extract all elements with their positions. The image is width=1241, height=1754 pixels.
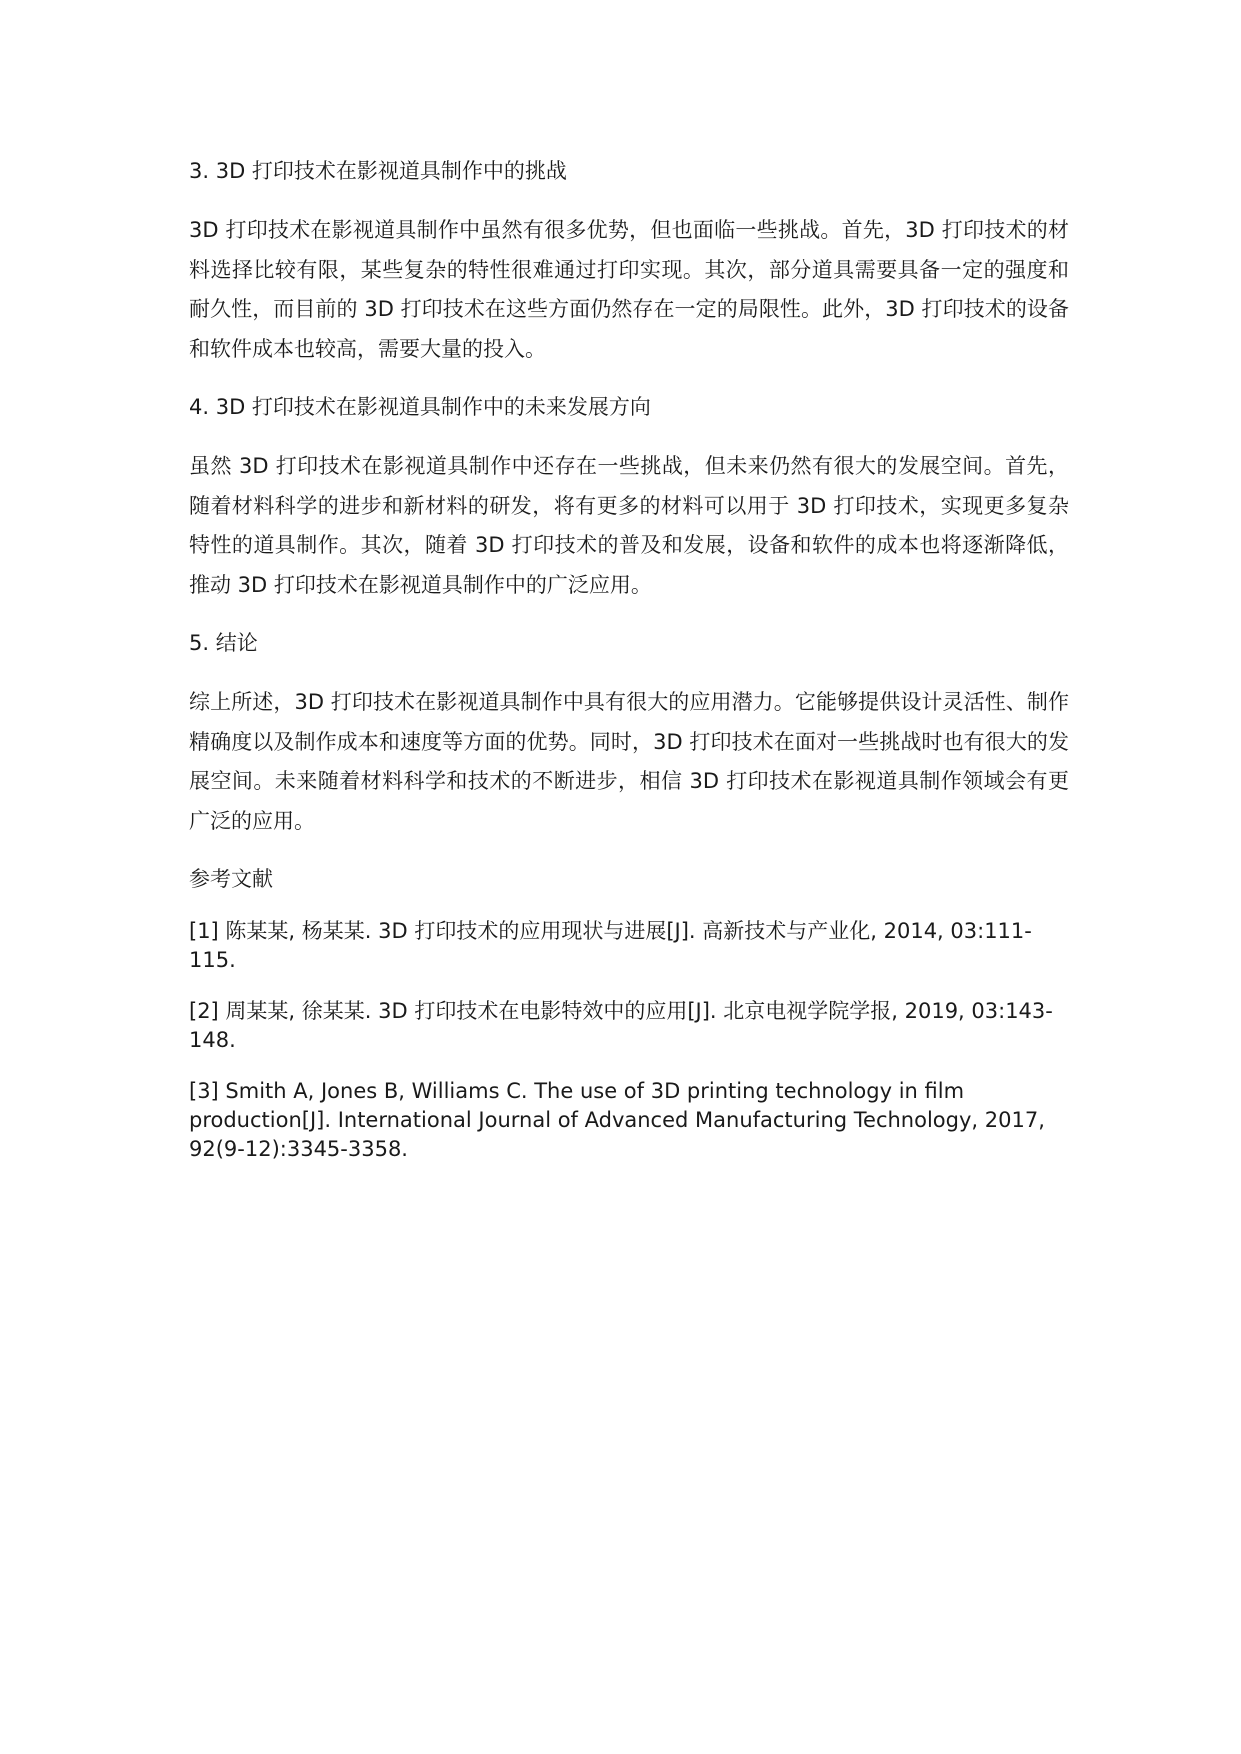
references-heading: 参考文献 — [189, 867, 273, 891]
section-heading-future: 4. 3D 打印技术在影视道具制作中的未来发展方向 — [189, 395, 651, 419]
section-body-future: 虽然 3D 打印技术在影视道具制作中还存在一些挑战，但未来仍然有很大的发展空间。首先，随着材料科学的进步和新材料的研发，将有更多的材料可以用于 3D 打印技术，实现更多复杂特性的道具制作。其次，随着 3D 打印技术的普及和发展，设备和软件的成本也将逐渐降低，推动 3D 打印技术在影视道具制作中的广泛应用。 — [189, 454, 1069, 597]
reference-item-3: [3] Smith A, Jones B, Williams C. The use of 3D printing technology in film production[J]. International Journal of Advanced Manufacturing Technology, 2017, 92(9-12):3345-3358. — [189, 1079, 1045, 1161]
section-body-challenges: 3D 打印技术在影视道具制作中虽然有很多优势，但也面临一些挑战。首先，3D 打印技术的材料选择比较有限，某些复杂的特性很难通过打印实现。其次，部分道具需要具备一定的强度和耐久性，而目前的 3D 打印技术在这些方面仍然存在一定的局限性。此外，3D 打印技术的设备和软件成本也较高，需要大量的投入。 — [189, 218, 1069, 361]
section-heading-challenges: 3. 3D 打印技术在影视道具制作中的挑战 — [189, 159, 567, 183]
section-body-conclusion: 综上所述，3D 打印技术在影视道具制作中具有很大的应用潜力。它能够提供设计灵活性、制作精确度以及制作成本和速度等方面的优势。同时，3D 打印技术在面对一些挑战时也有很大的发展空间。未来随着材料科学和技术的不断进步，相信 3D 打印技术在影视道具制作领域会有更广泛的应用。 — [189, 690, 1069, 833]
document-content — [189, 155, 1069, 1186]
section-heading-conclusion: 5. 结论 — [189, 631, 258, 655]
reference-item-1: [1] 陈某某, 杨某某. 3D 打印技术的应用现状与进展[J]. 高新技术与产业化, 2014, 03:111-115. — [189, 919, 1032, 972]
reference-item-2: [2] 周某某, 徐某某. 3D 打印技术在电影特效中的应用[J]. 北京电视学院学报, 2019, 03:143-148. — [189, 999, 1053, 1052]
